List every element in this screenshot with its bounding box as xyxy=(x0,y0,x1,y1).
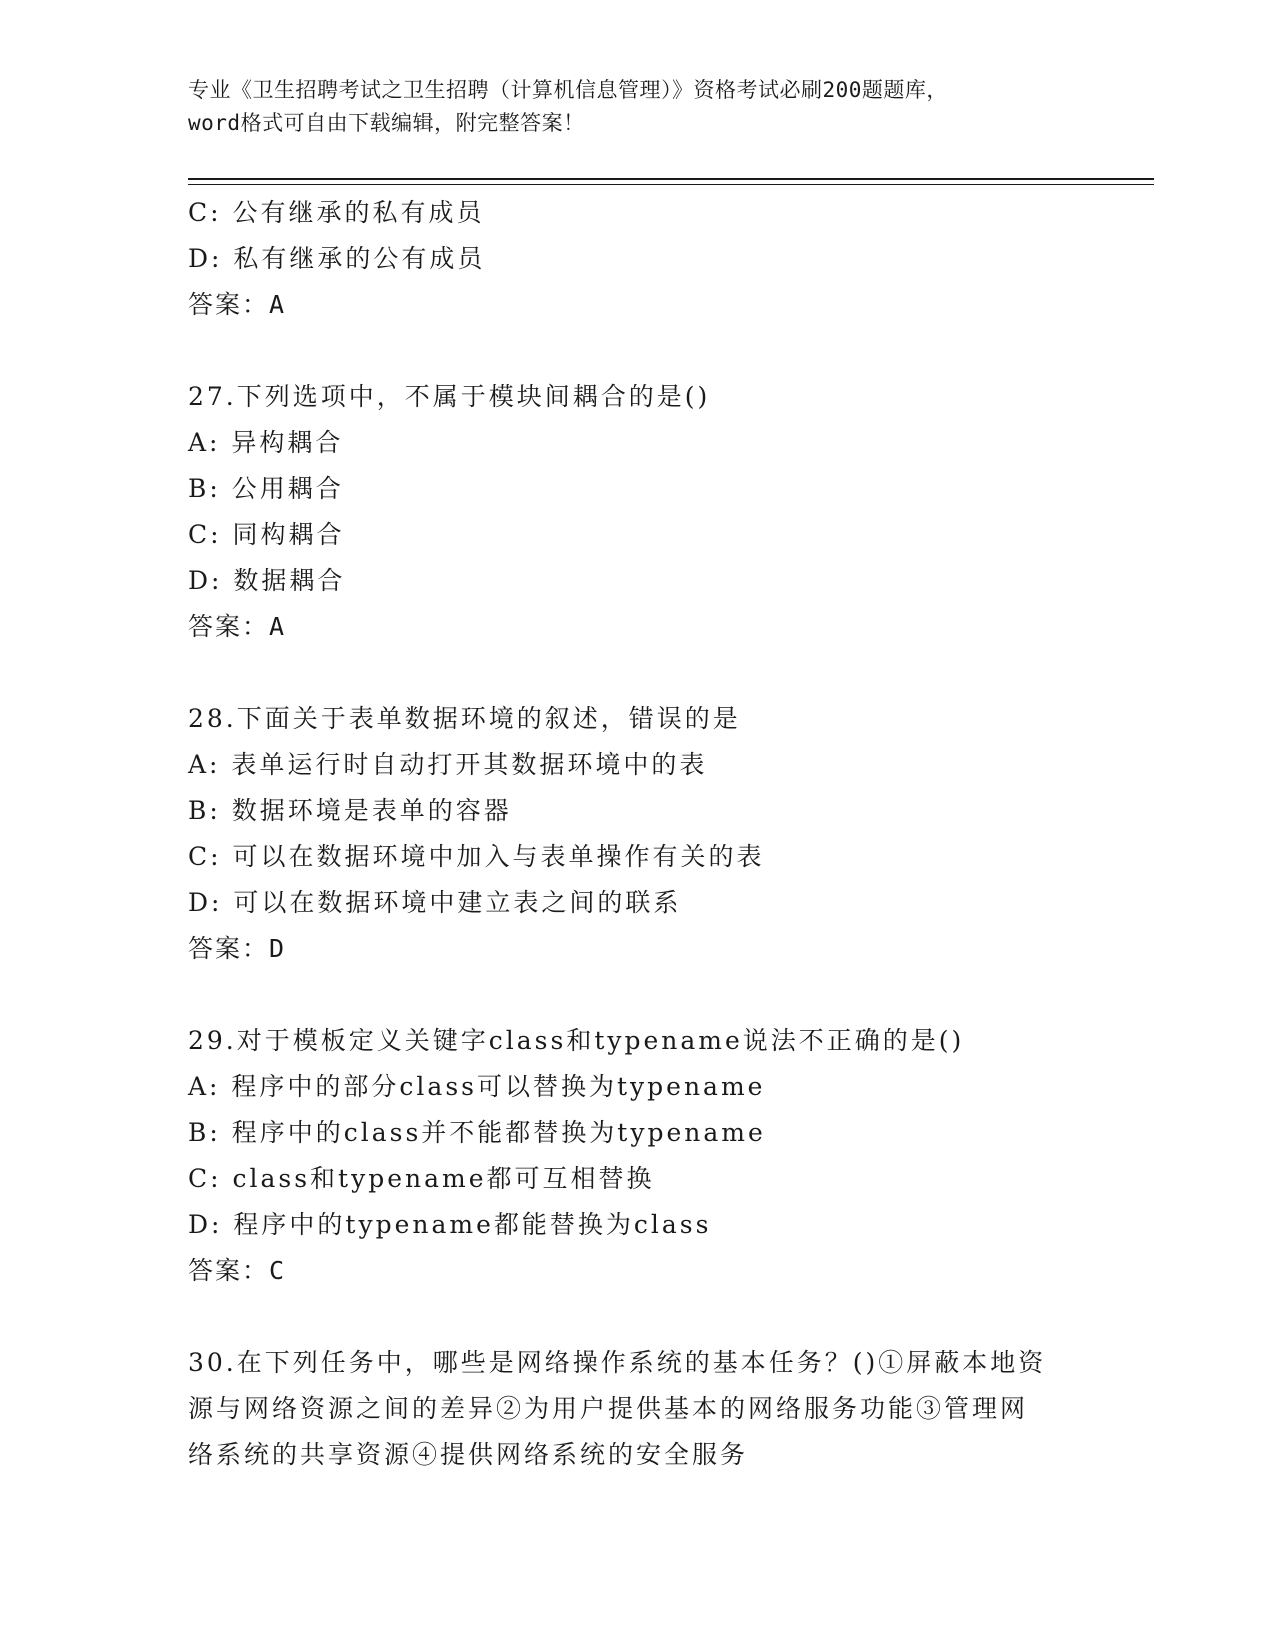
question-list xyxy=(188,190,1088,1478)
option-a: A: 表单运行时自动打开其数据环境中的表 xyxy=(188,750,708,779)
question-text: 28.下面关于表单数据环境的叙述，错误的是 xyxy=(188,704,741,733)
option-c: C: 可以在数据环境中加入与表单操作有关的表 xyxy=(188,842,765,871)
option-a: A: 程序中的部分class可以替换为typename xyxy=(188,1072,766,1101)
answer-line: 答案：A xyxy=(188,290,287,319)
option-d: D: 程序中的typename都能替换为class xyxy=(188,1210,712,1239)
question-text-line-2: 源与网络资源之间的差异②为用户提供基本的网络服务功能③管理网 xyxy=(188,1394,1029,1423)
question-block-28 xyxy=(188,696,1088,972)
option-a: A: 异构耦合 xyxy=(188,428,344,457)
header-divider-thin xyxy=(188,184,1154,185)
option-b: B: 公用耦合 xyxy=(188,474,344,503)
question-block-27 xyxy=(188,374,1088,650)
option-c: C: class和typename都可互相替换 xyxy=(188,1164,655,1193)
header-title-line-2: word格式可自由下载编辑，附完整答案！ xyxy=(188,111,585,135)
option-b: B: 数据环境是表单的容器 xyxy=(188,796,512,825)
option-d: D: 私有继承的公有成员 xyxy=(188,244,486,273)
header-divider-thick xyxy=(188,178,1154,180)
option-c: C: 公有继承的私有成员 xyxy=(188,198,485,227)
answer-line: 答案：D xyxy=(188,934,287,963)
document-header xyxy=(188,74,1088,140)
option-c: C: 同构耦合 xyxy=(188,520,345,549)
question-text: 29.对于模板定义关键字class和typename说法不正确的是() xyxy=(188,1026,965,1055)
option-d: D: 可以在数据环境中建立表之间的联系 xyxy=(188,888,682,917)
header-title-line-1: 专业《卫生招聘考试之卫生招聘（计算机信息管理）》资格考试必刷200题题库， xyxy=(188,78,948,102)
question-block-30 xyxy=(188,1340,1088,1478)
question-text-line-3: 络系统的共享资源④提供网络系统的安全服务 xyxy=(188,1440,749,1469)
answer-line: 答案：C xyxy=(188,1256,287,1285)
option-d: D: 数据耦合 xyxy=(188,566,346,595)
question-text: 27.下列选项中，不属于模块间耦合的是() xyxy=(188,382,711,411)
answer-line: 答案：A xyxy=(188,612,287,641)
question-block-29 xyxy=(188,1018,1088,1294)
question-block-26 xyxy=(188,190,1088,328)
option-b: B: 程序中的class并不能都替换为typename xyxy=(188,1118,766,1147)
question-text-line-1: 30.在下列任务中，哪些是网络操作系统的基本任务？()①屏蔽本地资 xyxy=(188,1348,1047,1377)
